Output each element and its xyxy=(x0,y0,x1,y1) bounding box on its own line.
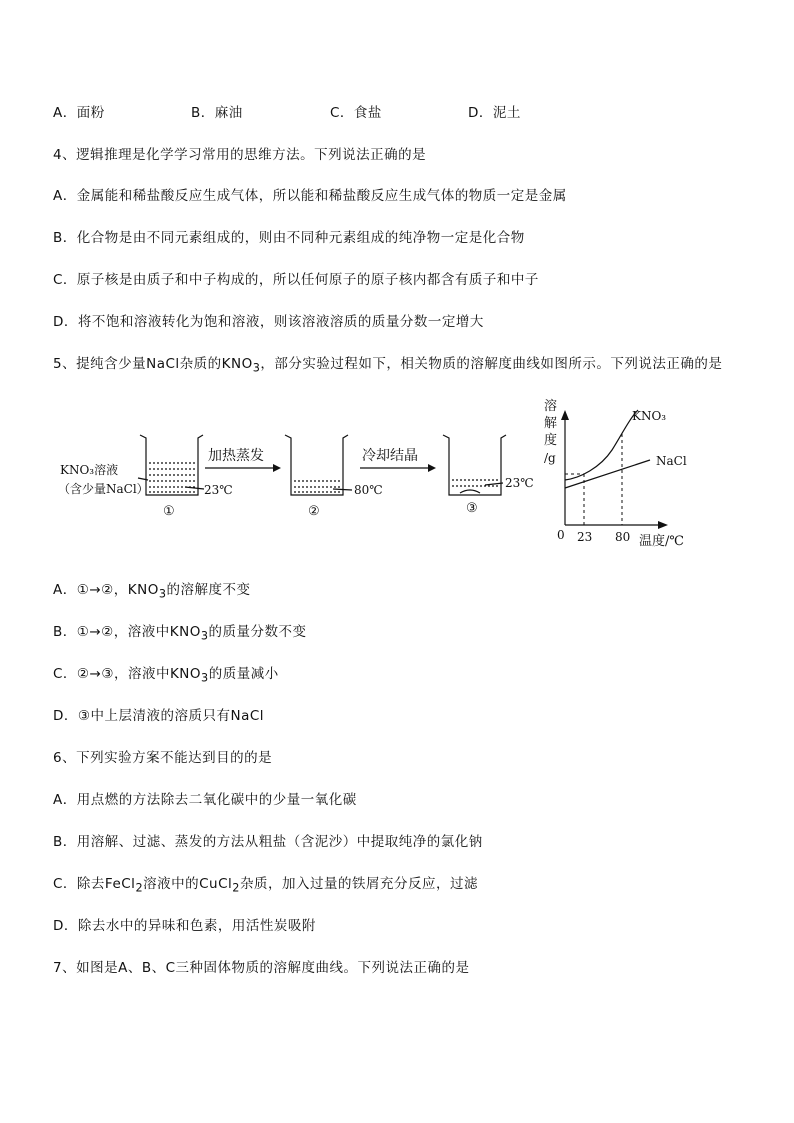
x-axis-arrow xyxy=(658,521,668,529)
q7-stem: 7、如图是A、B、C三种固体物质的溶解度曲线。下列说法正确的是 xyxy=(53,960,470,976)
x-tick-23: 23 xyxy=(577,530,593,544)
nacl-curve-label: NaCl xyxy=(656,454,687,468)
q4-option-a: A．金属能和稀盐酸反应生成气体，所以能和稀盐酸反应生成气体的物质一定是金属 xyxy=(53,188,567,204)
y-axis-label-4: /g xyxy=(544,451,556,465)
q6-option-c: C．除去FeCl$_2$溶液中的CuCl$_2$杂质，加入过量的铁屑充分反应，过滤 xyxy=(53,876,478,895)
q6-stem: 6、下列实验方案不能达到目的的是 xyxy=(53,750,273,766)
q6-option-a: A．用点燃的方法除去二氧化碳中的少量一氧化碳 xyxy=(53,792,357,808)
y-axis-arrow xyxy=(561,410,569,420)
temp-label-1: 23℃ xyxy=(204,483,233,497)
temp-label-2: 80℃ xyxy=(354,483,383,497)
q5-option-a: A．①→②，$KNO_3$的溶解度不变 xyxy=(53,582,251,601)
beaker-2 xyxy=(285,435,352,495)
step-heat-evaporate: 加热蒸发 xyxy=(208,448,264,464)
q5-option-b: B．①→②，溶液中$KNO_3$的质量分数不变 xyxy=(53,624,307,643)
q5-figure xyxy=(0,390,794,560)
q3-option-c: C．食盐 xyxy=(330,105,382,121)
beaker-number-3: ③ xyxy=(466,501,478,516)
q4-option-b: B．化合物是由不同元素组成的，则由不同种元素组成的纯净物一定是化合物 xyxy=(53,230,525,246)
y-axis-label-1: 溶 xyxy=(544,399,558,414)
q5-option-c: C．②→③，溶液中$KNO_3$的质量减小 xyxy=(53,666,279,685)
q4-option-c: C．原子核是由质子和中子构成的，所以任何原子的原子核内都含有质子和中子 xyxy=(53,272,539,288)
impurity-label: （含少量NaCl） xyxy=(58,482,149,496)
solution-label: KNO₃溶液 xyxy=(60,463,119,477)
temp-label-3: 23℃ xyxy=(505,476,534,490)
kno3-curve xyxy=(565,410,638,480)
beaker-number-1: ① xyxy=(163,504,175,519)
q6-option-d: D．除去水中的异味和色素，用活性炭吸附 xyxy=(53,918,316,934)
q3-option-d: D．泥土 xyxy=(468,105,521,121)
q6-option-b: B．用溶解、过滤、蒸发的方法从粗盐（含泥沙）中提取纯净的氯化钠 xyxy=(53,834,483,850)
q3-option-b: B．麻油 xyxy=(191,105,243,121)
beaker-number-2: ② xyxy=(308,504,320,519)
q4-stem: 4、逻辑推理是化学学习常用的思维方法。下列说法正确的是 xyxy=(53,147,427,163)
q5-option-d: D．③中上层清液的溶质只有NaCl xyxy=(53,708,265,724)
arrow-2-head xyxy=(428,464,436,472)
step-cool-crystallize: 冷却结晶 xyxy=(362,448,418,464)
x-tick-80: 80 xyxy=(615,530,631,544)
beaker-3 xyxy=(443,435,506,495)
q4-option-d: D．将不饱和溶液转化为饱和溶液，则该溶液溶质的质量分数一定增大 xyxy=(53,314,484,330)
arrow-1-head xyxy=(273,464,281,472)
origin-label: 0 xyxy=(557,528,565,542)
y-axis-label-2: 解 xyxy=(544,416,558,431)
q3-option-a: A．面粉 xyxy=(53,105,105,121)
q5-stem: 5、提纯含少量NaCl杂质的$KNO_3$，部分实验过程如下，相关物质的溶解度曲线如图所示。下列说法正确的是 xyxy=(53,356,723,375)
kno3-curve-label: KNO₃ xyxy=(632,409,667,423)
y-axis-label-3: 度 xyxy=(544,433,558,448)
x-axis-label: 温度/℃ xyxy=(639,534,684,549)
solubility-graph xyxy=(544,398,687,549)
